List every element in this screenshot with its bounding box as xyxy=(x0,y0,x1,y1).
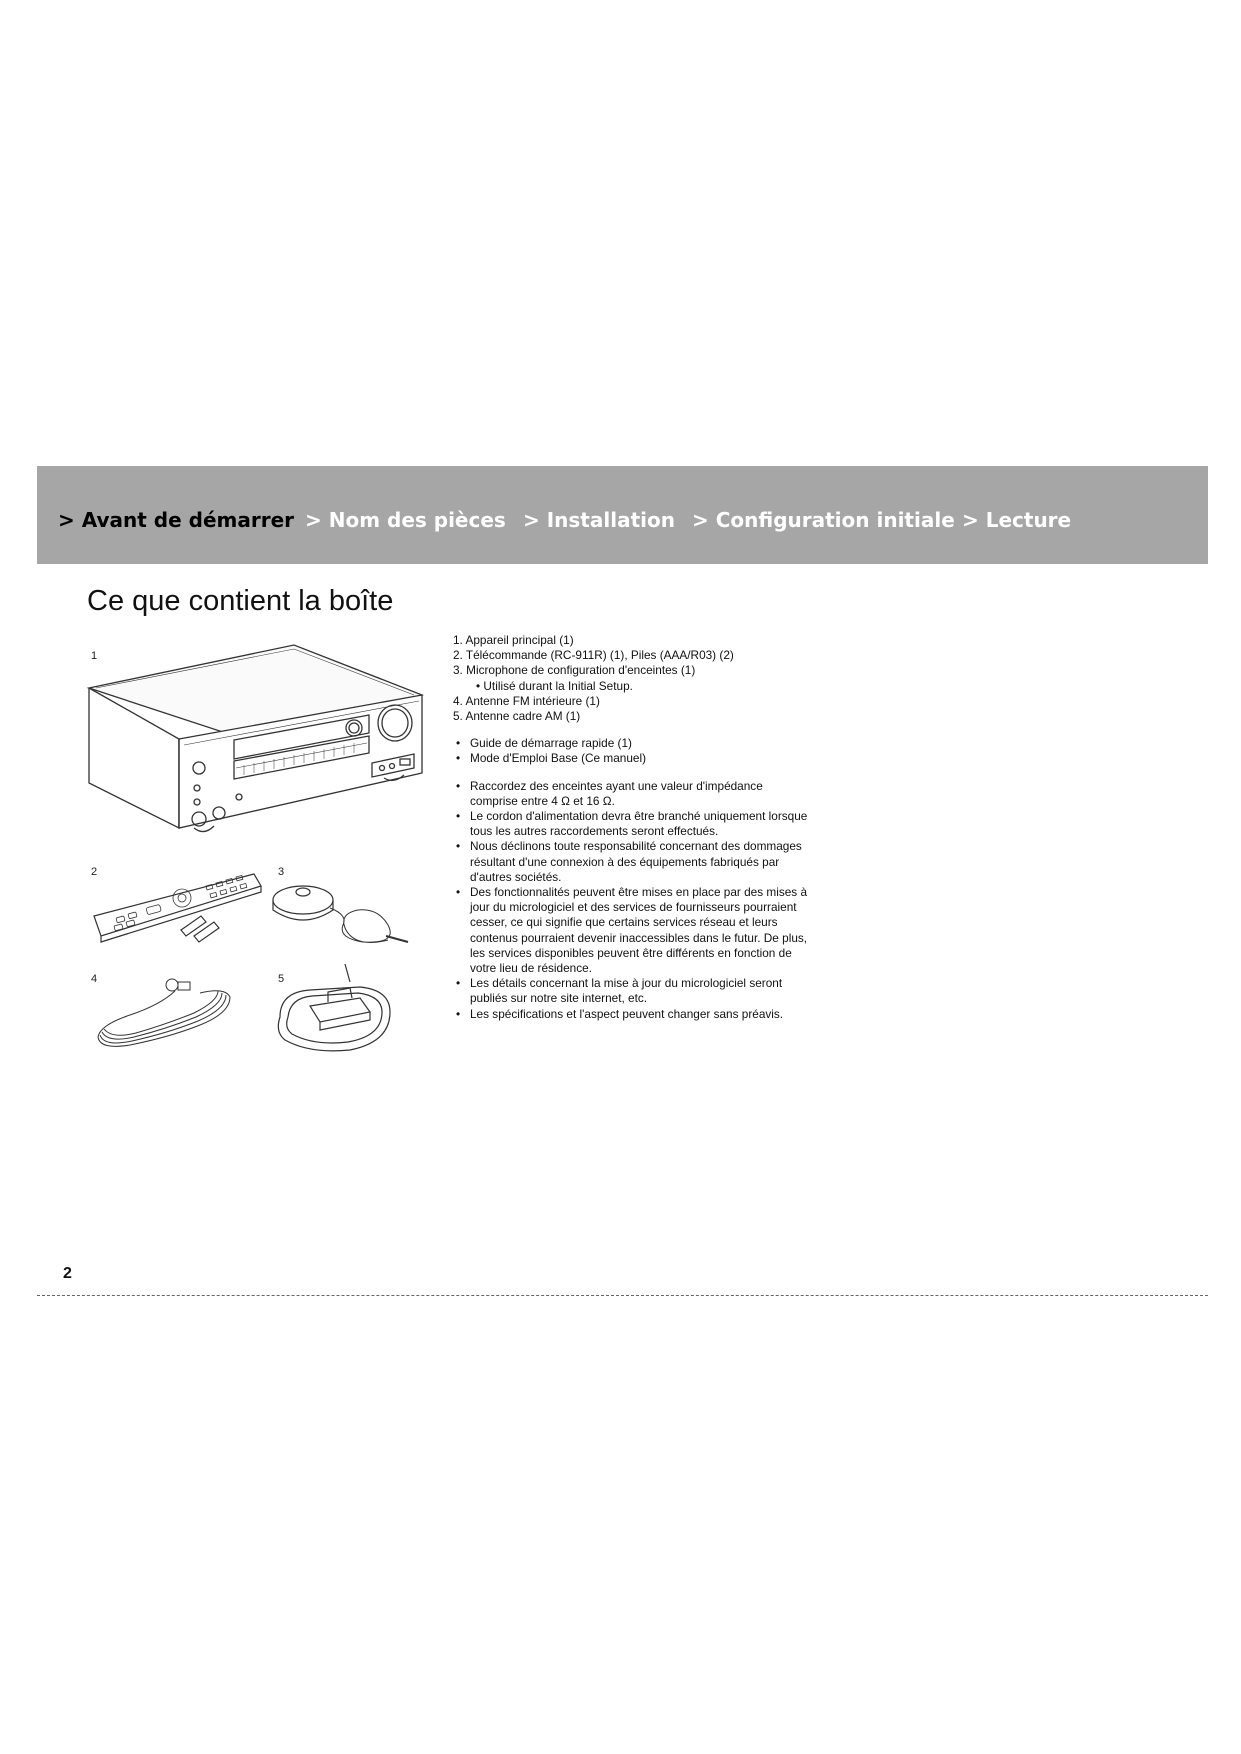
note-item: • Les spécifications et l'aspect peuvent changer sans préavis. xyxy=(453,1007,813,1022)
contents-item: 5. Antenne cadre AM (1) xyxy=(453,709,581,724)
note-item: • Le cordon d'alimentation devra être branché uniquement lorsque tous les autres raccordements seront effectués. xyxy=(453,809,813,839)
figure-label-1: 1 xyxy=(91,650,98,662)
figure-label-3: 3 xyxy=(278,866,285,878)
note-item: • Les détails concernant la mise à jour du micrologiciel seront publiés sur notre site internet, etc. xyxy=(453,976,813,1006)
contents-list xyxy=(453,633,813,724)
note-item: • Des fonctionnalités peuvent être mises en place par des mises à jour du micrologiciel et des services de fournisseurs pourraient cesser, ce qui signifie que certains services réseau et leurs contenus pourraient devenir inaccessibles dans le futur. De plus, les services disponibles peuvent être différents en fonction de votre lieu de résidence. xyxy=(453,885,813,976)
page-number: 2 xyxy=(63,1265,72,1282)
microphone-illustration xyxy=(268,870,418,950)
am-loop-antenna-illustration xyxy=(270,962,400,1057)
contents-item: 3. Microphone de configuration d'enceintes (1) xyxy=(453,663,696,678)
footer-divider xyxy=(37,1295,1208,1296)
figure-label-5: 5 xyxy=(278,973,285,985)
document-item: • Mode d'Emploi Base (Ce manuel) xyxy=(453,751,813,766)
nav-lecture[interactable]: > Lecture xyxy=(962,508,1072,532)
figure-label-4: 4 xyxy=(91,973,98,985)
contents-item: 4. Antenne FM intérieure (1) xyxy=(453,693,600,708)
document-item: • Guide de démarrage rapide (1) xyxy=(453,736,813,751)
notes-list xyxy=(453,779,813,1022)
av-receiver-illustration xyxy=(84,643,424,843)
contents-item: 1. Appareil principal (1) xyxy=(453,633,574,647)
nav-installation[interactable]: > Installation xyxy=(523,508,675,532)
page-title: Ce que contient la boîte xyxy=(87,585,394,617)
nav-nom-des-pieces[interactable]: > Nom des pièces xyxy=(305,508,506,532)
note-item: • Nous déclinons toute responsabilité concernant des dommages résultant d'une connexion à des équipements fabriqués par d'autres sociétés. xyxy=(453,839,813,885)
contents-item: 2. Télécommande (RC-911R) (1), Piles (AAA/R03) (2) xyxy=(453,648,734,663)
nav-avant-de-demarrer[interactable]: > Avant de démarrer xyxy=(58,508,294,532)
nav-bar xyxy=(37,466,1208,564)
fm-antenna-illustration xyxy=(90,975,240,1055)
contents-text xyxy=(453,633,813,1022)
remote-control-illustration xyxy=(86,866,266,956)
nav-configuration-initiale[interactable]: > Configuration initiale xyxy=(692,508,955,532)
contents-sub-note: • Utilisé durant la Initial Setup. xyxy=(476,678,633,693)
note-item: • Raccordez des enceintes ayant une valeur d'impédance comprise entre 4 Ω et 16 Ω. xyxy=(453,779,813,809)
figure-label-2: 2 xyxy=(91,866,98,878)
documents-list xyxy=(453,736,813,766)
